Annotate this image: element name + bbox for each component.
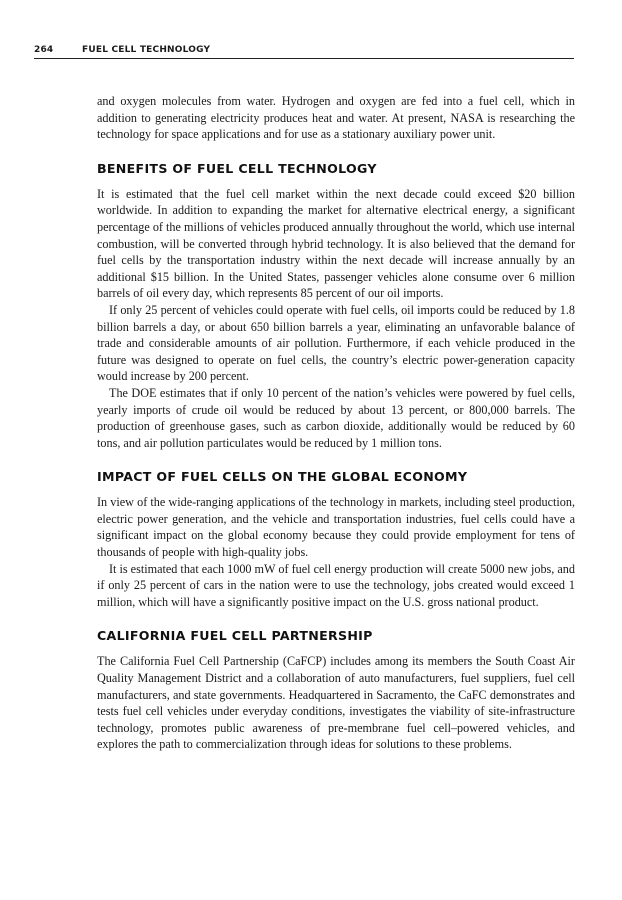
economy-paragraph-2: It is estimated that each 1000 mW of fuel cell energy production will create 5000 new jobs, and if only 25 percent of cars in the nation were to use the technology, jobs created would exceed 1 million, which will have a significantly positive impact on the U.S. gross national product. <box>97 561 575 609</box>
page-number: 264 <box>34 45 54 55</box>
section-heading-global-economy: IMPACT OF FUEL CELLS ON THE GLOBAL ECONOMY <box>97 469 468 485</box>
economy-paragraph-1: In view of the wide-ranging applications of the technology in markets, including steel production, electric power generation, and the vehicle and transportation industries, fuel cells could have a significant impact on the global economy because they could provide employment for tens of thousands of people with high-quality jobs. <box>97 495 575 560</box>
benefits-paragraph-1: It is estimated that the fuel cell market within the next decade could exceed $20 billion worldwide. In addition to expanding the market for alternative electrical energy, a significant percentage of the millions of vehicles produced annually throughout the world, which use internal combustion, will be converted through hybrid technology. It is also believed that the demand for fuel cells by the transportation industry within the next decade will increase annually by an additional $15 billion. In the United States, passenger vehicles alone consume over 6 million barrels of oil every day, which represents 85 percent of our oil imports. <box>97 186 575 301</box>
section-heading-california-partnership: CALIFORNIA FUEL CELL PARTNERSHIP <box>97 628 373 644</box>
section-heading-benefits: BENEFITS OF FUEL CELL TECHNOLOGY <box>97 160 377 176</box>
running-title: FUEL CELL TECHNOLOGY <box>82 45 211 55</box>
benefits-paragraph-3: The DOE estimates that if only 10 percent of the nation’s vehicles were powered by fuel cells, yearly imports of crude oil would be reduced by about 13 percent, or 800,000 barrels. The production of greenhouse gases, such as carbon dioxide, additionally would be reduced by 60 tons, and air pollution particulates would be reduced by 1 million tons. <box>97 385 575 450</box>
benefits-paragraph-2: If only 25 percent of vehicles could operate with fuel cells, oil imports could be reduced by 1.8 billion barrels a day, or about 650 billion barrels a year, eliminating an unfavorable balance of trade and considerable amounts of air pollution. Furthermore, if each vehicle produced in the future was designed to operate on fuel cells, the country’s electric power-generation capacity would increase by 200 percent. <box>97 302 575 384</box>
intro-paragraph: and oxygen molecules from water. Hydrogen and oxygen are fed into a fuel cell, which in addition to generating electricity produces heat and water. At present, NASA is researching the technology for space applications and for use as a stationary auxiliary power unit. <box>97 94 575 142</box>
running-header <box>34 44 574 59</box>
partnership-paragraph-1: The California Fuel Cell Partnership (CaFCP) includes among its members the South Coast Air Quality Management District and a collaboration of auto manufacturers, fuel suppliers, fuel cell manufacturers, and state governments. Headquartered in Sacramento, the CaFC demonstrates and tests fuel cell vehicles under everyday conditions, investigates the viability of site-infrastructure technology, promotes public awareness of pre-membrane fuel cell–powered vehicles, and explores the path to commercialization through ideas for solutions to these problems. <box>97 654 575 752</box>
page-body <box>97 93 575 753</box>
